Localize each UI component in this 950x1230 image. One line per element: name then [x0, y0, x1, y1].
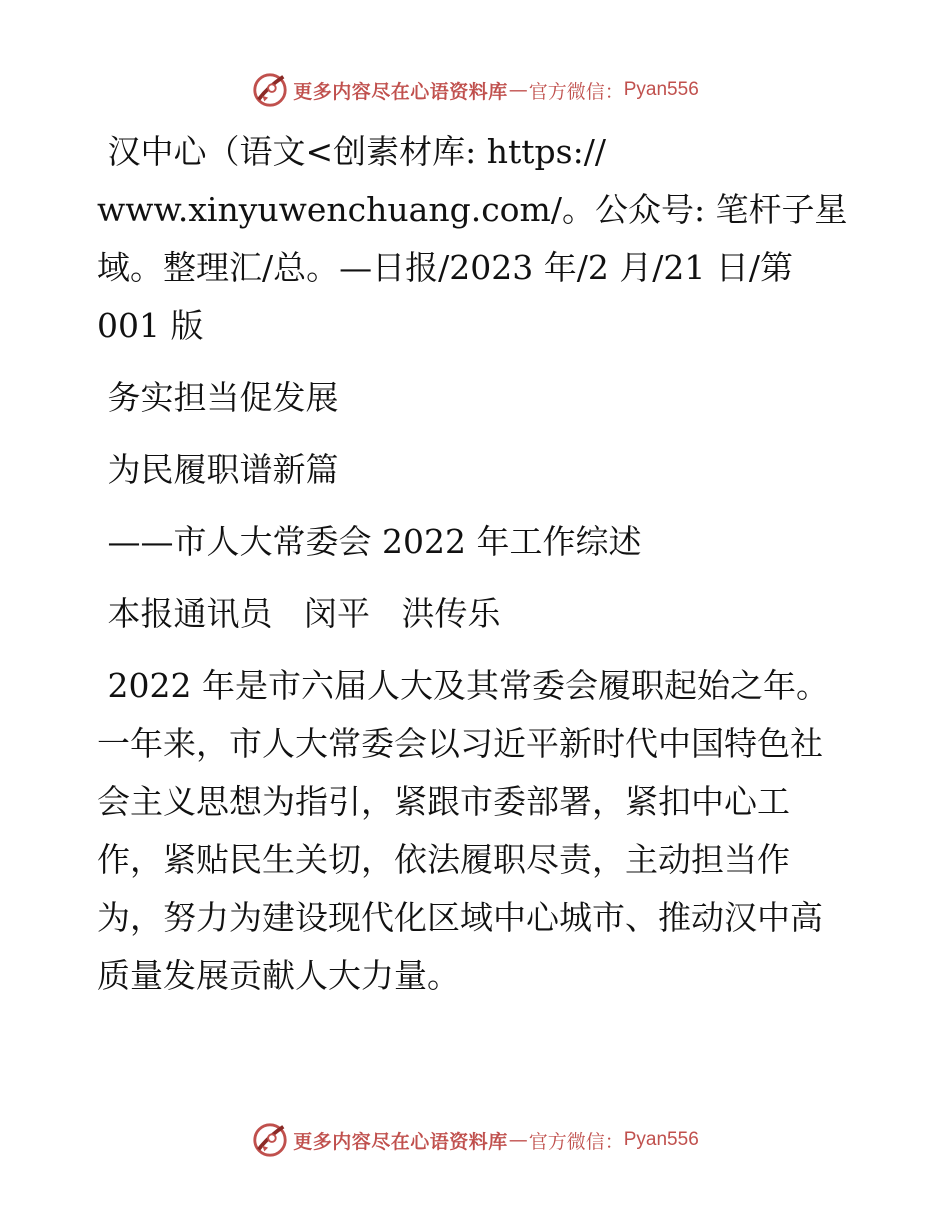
- source-line: 001 版: [97, 306, 204, 345]
- banner-wechat-id: Pyan556: [623, 1129, 699, 1150]
- headline-title-2: 为民履职谱新篇: [97, 450, 339, 489]
- body-line: 一年来，市人大常委会以习近平新时代中国特色社: [97, 724, 823, 763]
- pen-logo-icon: [251, 1121, 289, 1159]
- header-banner: [0, 70, 950, 110]
- body-paragraph: [97, 657, 857, 1005]
- body-line: 会主义思想为指引，紧跟市委部署，紧扣中心工: [97, 782, 790, 821]
- document-content: [97, 123, 857, 1005]
- body-line: 作，紧贴民生关切，依法履职尽责，主动担当作: [97, 840, 790, 879]
- source-block: [97, 123, 857, 355]
- body-line: 2022 年是市六届人大及其常委会履职起始之年。: [97, 666, 829, 705]
- source-line: www.xinyuwenchuang.com/。公众号: 笔杆子星: [97, 190, 848, 229]
- footer-banner: [0, 1120, 950, 1160]
- body-line: 为，努力为建设现代化区域中心城市、推动汉中高: [97, 898, 823, 937]
- source-line: 汉中心（语文<创素材库: https://: [97, 132, 606, 171]
- banner-title: 更多内容尽在心语资料库: [293, 80, 508, 103]
- byline: 本报通讯员 闵平 洪传乐: [97, 594, 501, 633]
- banner-dash: —: [508, 79, 528, 101]
- body-line: 质量发展贡献人大力量。: [97, 956, 460, 995]
- banner-wechat-id: Pyan556: [623, 79, 699, 100]
- pen-logo-icon: [251, 71, 289, 109]
- banner-wechat-label: 官方微信：: [528, 1130, 624, 1153]
- source-line: 域。整理汇/总。—日报/2023 年/2 月/21 日/第: [97, 248, 794, 287]
- banner-wechat-label: 官方微信：: [528, 80, 624, 103]
- headline-subtitle: ——市人大常委会 2022 年工作综述: [97, 522, 642, 561]
- banner-title: 更多内容尽在心语资料库: [293, 1130, 508, 1153]
- banner-dash: —: [508, 1129, 528, 1151]
- headline-title-1: 务实担当促发展: [97, 378, 339, 417]
